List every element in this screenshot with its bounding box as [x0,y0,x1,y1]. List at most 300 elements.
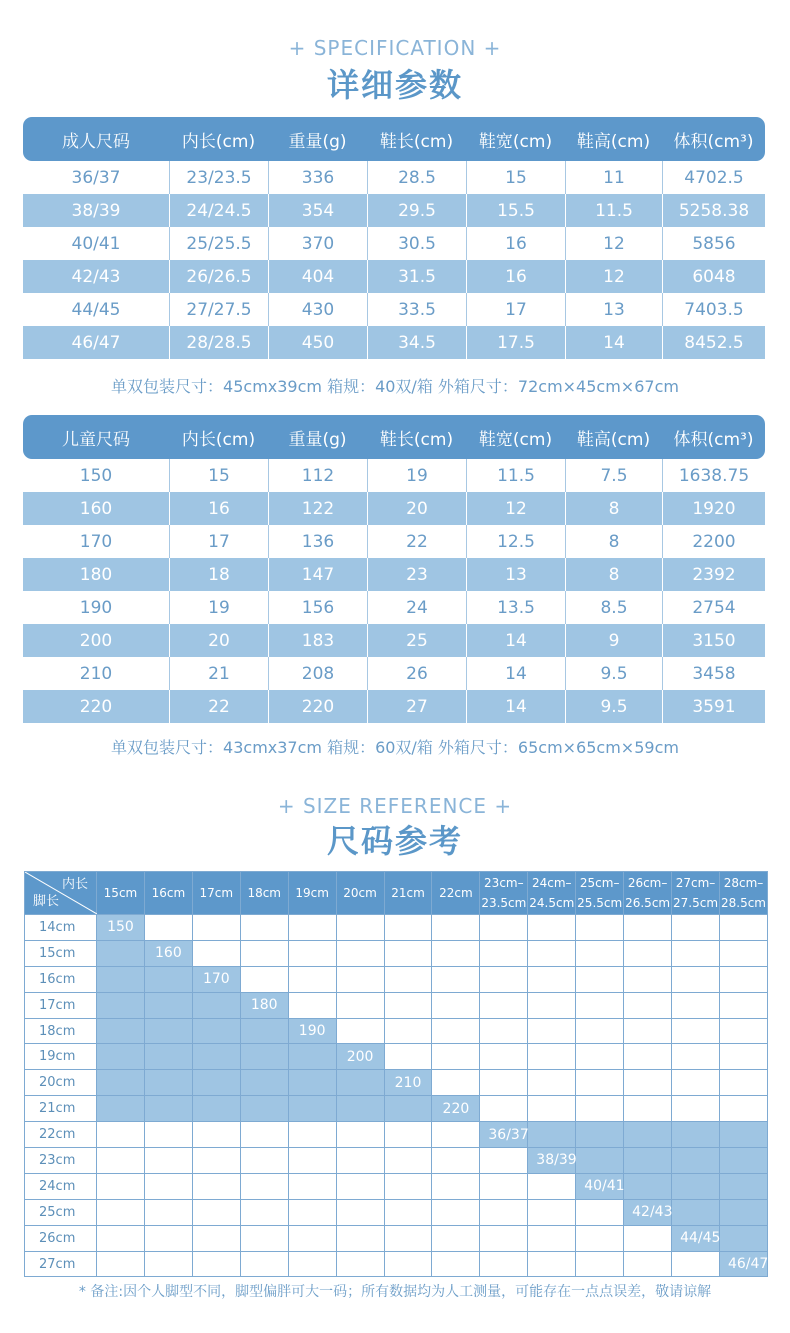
reference-cell [624,940,672,966]
column-header: 重量(g) [268,415,367,459]
table-cell: 3150 [662,624,765,657]
reference-cell [384,940,432,966]
reference-cell [384,1096,432,1122]
column-header: 体积(cm³) [662,117,765,161]
table-cell: 9.5 [565,690,662,723]
table-cell: 15 [466,161,565,194]
reference-row [25,915,768,941]
reference-cell [288,915,336,941]
reference-cell [97,966,145,992]
table-row [23,161,765,194]
reference-cell [240,940,288,966]
table-cell: 42/43 [23,260,169,293]
column-header: 儿童尺码 [23,415,169,459]
table-cell: 5856 [662,227,765,260]
reference-cell [192,1070,240,1096]
reference-cell [384,1251,432,1277]
reference-row [25,1251,768,1277]
table-cell: 136 [268,525,367,558]
reference-cell [192,1199,240,1225]
table-cell: 29.5 [367,194,466,227]
table-cell: 33.5 [367,293,466,326]
size-value-cell: 180 [240,992,288,1018]
foot-length-label: 24cm [25,1173,97,1199]
column-header: 成人尺码 [23,117,169,161]
table-cell: 430 [268,293,367,326]
reference-cell [528,992,576,1018]
reference-cell [672,992,720,1018]
foot-length-label: 21cm [25,1096,97,1122]
table-cell: 220 [23,690,169,723]
reference-column-header: 17cm [192,872,240,915]
reference-cell [144,1096,192,1122]
reference-cell [528,966,576,992]
table-cell: 11.5 [565,194,662,227]
column-header: 鞋长(cm) [367,117,466,161]
reference-column-header: 18cm [240,872,288,915]
foot-length-label: 26cm [25,1225,97,1251]
reference-cell [144,1044,192,1070]
reference-cell [192,1044,240,1070]
reference-cell [432,1251,480,1277]
table-row [23,657,765,690]
table-cell: 170 [23,525,169,558]
reference-row [25,1018,768,1044]
table-row [23,260,765,293]
reference-cell [672,1173,720,1199]
reference-cell [288,940,336,966]
reference-cell [719,1122,767,1148]
table-cell: 28/28.5 [169,326,268,359]
reference-cell [288,1070,336,1096]
table-cell: 8452.5 [662,326,765,359]
column-header: 鞋高(cm) [565,415,662,459]
foot-length-label: 23cm [25,1148,97,1174]
reference-cell [192,1251,240,1277]
reference-column-header: 26cm– 26.5cm [624,872,672,915]
table-cell: 2754 [662,591,765,624]
reference-cell [576,1251,624,1277]
column-header: 鞋宽(cm) [466,117,565,161]
column-header: 鞋长(cm) [367,415,466,459]
reference-cell [432,1018,480,1044]
table-header-row [23,415,765,459]
size-value-cell: 42/43 [624,1199,672,1225]
table-cell: 14 [466,624,565,657]
reference-row [25,1044,768,1070]
reference-cell [384,966,432,992]
table-cell: 27/27.5 [169,293,268,326]
foot-length-label: 27cm [25,1251,97,1277]
reference-column-header: 16cm [144,872,192,915]
reference-cell [624,1225,672,1251]
reference-cell [240,1199,288,1225]
table-cell: 112 [268,459,367,492]
reference-cell [144,915,192,941]
reference-cell [97,1199,145,1225]
reference-column-header: 21cm [384,872,432,915]
reference-cell [528,940,576,966]
reference-cell [576,1148,624,1174]
reference-cell [288,1173,336,1199]
table-cell: 7403.5 [662,293,765,326]
reference-cell [672,1096,720,1122]
table-cell: 38/39 [23,194,169,227]
reference-cell [384,1018,432,1044]
reference-cell [480,1044,528,1070]
reference-cell [432,1225,480,1251]
reference-column-header: 20cm [336,872,384,915]
reference-column-header: 22cm [432,872,480,915]
table-cell: 34.5 [367,326,466,359]
reference-cell [432,915,480,941]
table-cell: 6048 [662,260,765,293]
reference-header-row [25,872,768,915]
reference-cell [144,1122,192,1148]
reference-cell [144,992,192,1018]
reference-cell [576,1018,624,1044]
reference-cell [97,1173,145,1199]
size-value-cell: 210 [384,1070,432,1096]
reference-row [25,1070,768,1096]
reference-cell [97,1096,145,1122]
reference-cell [432,1122,480,1148]
table-cell: 1920 [662,492,765,525]
adult-packing-note: 单双包装尺寸：45cmx39cm 箱规：40双/箱 外箱尺寸：72cm×45cm×67cm [111,377,679,396]
table-cell: 8 [565,558,662,591]
reference-cell [240,1096,288,1122]
table-cell: 16 [466,227,565,260]
reference-cell [672,1199,720,1225]
table-cell: 11 [565,161,662,194]
reference-cell [480,1199,528,1225]
foot-length-label: 14cm [25,915,97,941]
kids-size-table [23,415,765,723]
reference-row [25,1096,768,1122]
reference-cell [336,915,384,941]
reference-cell [576,1225,624,1251]
reference-cell [288,1044,336,1070]
reference-cell [672,1070,720,1096]
size-value-cell: 38/39 [528,1148,576,1174]
corner-bottom-label: 脚长 [33,894,60,909]
reference-cell [97,1122,145,1148]
reference-cell [288,1251,336,1277]
table-row [23,558,765,591]
foot-length-label: 22cm [25,1122,97,1148]
reference-column-header: 19cm [288,872,336,915]
table-cell: 450 [268,326,367,359]
reference-cell [624,966,672,992]
reference-cell [528,1018,576,1044]
reference-cell [528,1199,576,1225]
table-cell: 404 [268,260,367,293]
size-value-cell: 190 [288,1018,336,1044]
reference-cell [576,1122,624,1148]
reference-cell [336,966,384,992]
reference-cell [288,966,336,992]
reference-cell [144,1225,192,1251]
reference-row [25,1225,768,1251]
reference-cell [576,1044,624,1070]
reference-row [25,1148,768,1174]
reference-cell [624,1096,672,1122]
table-cell: 30.5 [367,227,466,260]
reference-cell [336,1225,384,1251]
reference-cell [288,992,336,1018]
reference-cell [528,915,576,941]
table-cell: 354 [268,194,367,227]
reference-cell [672,1148,720,1174]
reference-cell [432,1199,480,1225]
reference-cell [480,1225,528,1251]
table-cell: 24 [367,591,466,624]
table-cell: 31.5 [367,260,466,293]
foot-length-label: 17cm [25,992,97,1018]
foot-length-label: 16cm [25,966,97,992]
table-cell: 17.5 [466,326,565,359]
reference-column-header: 25cm– 25.5cm [576,872,624,915]
table-cell: 208 [268,657,367,690]
table-cell: 23 [367,558,466,591]
reference-cell [384,1148,432,1174]
table-cell: 122 [268,492,367,525]
table-cell: 160 [23,492,169,525]
table-cell: 156 [268,591,367,624]
reference-cell [144,1148,192,1174]
reference-cell [480,940,528,966]
table-cell: 210 [23,657,169,690]
reference-cell [432,1148,480,1174]
table-row [23,227,765,260]
reference-cell [384,1173,432,1199]
reference-cell [480,915,528,941]
size-value-cell: 36/37 [480,1122,528,1148]
column-header: 内长(cm) [169,117,268,161]
reference-cell [144,1199,192,1225]
reference-cell [528,1251,576,1277]
table-cell: 183 [268,624,367,657]
foot-length-label: 20cm [25,1070,97,1096]
reference-cell [192,1096,240,1122]
corner-top-label: 内长 [61,877,88,892]
table-cell: 13 [565,293,662,326]
table-row [23,492,765,525]
table-cell: 12.5 [466,525,565,558]
table-cell: 23/23.5 [169,161,268,194]
reference-cell [240,1225,288,1251]
reference-cell [336,1173,384,1199]
reference-cell [192,940,240,966]
table-cell: 14 [466,690,565,723]
reference-cell [336,1122,384,1148]
reference-cell [192,1173,240,1199]
size-value-cell: 200 [336,1044,384,1070]
reference-cell [144,1018,192,1044]
column-header: 鞋宽(cm) [466,415,565,459]
table-cell: 8.5 [565,591,662,624]
reference-cell [719,1225,767,1251]
reference-cell [672,1122,720,1148]
reference-cell [240,1148,288,1174]
table-cell: 5258.38 [662,194,765,227]
size-value-cell: 220 [432,1096,480,1122]
reference-cell [528,1044,576,1070]
table-cell: 27 [367,690,466,723]
foot-length-label: 15cm [25,940,97,966]
reference-cell [97,992,145,1018]
column-header: 鞋高(cm) [565,117,662,161]
table-row [23,624,765,657]
reference-cell [336,1199,384,1225]
reference-cell [480,966,528,992]
reference-cell [624,1044,672,1070]
table-cell: 2392 [662,558,765,591]
table-cell: 15 [169,459,268,492]
reference-cell [192,1148,240,1174]
table-cell: 200 [23,624,169,657]
table-cell: 16 [466,260,565,293]
reference-column-header: 27cm– 27.5cm [672,872,720,915]
reference-row [25,1199,768,1225]
reference-cell [672,1251,720,1277]
table-cell: 22 [367,525,466,558]
table-row [23,591,765,624]
table-cell: 20 [169,624,268,657]
reference-cell [624,992,672,1018]
reference-cell [288,1148,336,1174]
reference-cell [672,966,720,992]
reference-cell [240,1251,288,1277]
table-cell: 12 [565,260,662,293]
reference-cell [576,1070,624,1096]
table-header-row [23,117,765,161]
reference-cell [432,992,480,1018]
table-cell: 1638.75 [662,459,765,492]
table-cell: 150 [23,459,169,492]
spec-title-cn: 详细参数 [326,66,463,104]
reference-cell [192,1225,240,1251]
reference-column-header: 23cm– 23.5cm [480,872,528,915]
reference-cell [144,1173,192,1199]
reference-cell [192,915,240,941]
reference-cell [480,1251,528,1277]
reference-cell [240,1070,288,1096]
reference-cell [192,992,240,1018]
reference-column-header: 24cm– 24.5cm [528,872,576,915]
reference-cell [528,1096,576,1122]
reference-cell [384,915,432,941]
size-value-cell: 160 [144,940,192,966]
size-value-cell: 46/47 [719,1251,767,1277]
reference-cell [384,1122,432,1148]
reference-cell [624,1173,672,1199]
foot-length-label: 19cm [25,1044,97,1070]
corner-header-cell [25,872,97,915]
size-reference-table [24,871,768,1277]
table-cell: 14 [466,657,565,690]
reference-cell [719,1148,767,1174]
adult-size-table [23,117,765,359]
reference-cell [240,1173,288,1199]
table-cell: 8 [565,525,662,558]
reference-row [25,1173,768,1199]
table-cell: 13.5 [466,591,565,624]
reference-row [25,992,768,1018]
reference-cell [432,1070,480,1096]
size-title-cn: 尺码参考 [326,822,463,860]
reference-cell [144,966,192,992]
table-cell: 25/25.5 [169,227,268,260]
reference-cell [624,1122,672,1148]
reference-cell [672,915,720,941]
reference-cell [576,915,624,941]
table-row [23,326,765,359]
reference-cell [719,1199,767,1225]
table-cell: 40/41 [23,227,169,260]
table-row [23,459,765,492]
spec-title-en: + SPECIFICATION + [288,36,502,60]
foot-length-label: 25cm [25,1199,97,1225]
reference-cell [432,1044,480,1070]
table-cell: 18 [169,558,268,591]
reference-cell [719,966,767,992]
reference-cell [624,915,672,941]
table-cell: 12 [565,227,662,260]
reference-cell [336,1018,384,1044]
table-cell: 26 [367,657,466,690]
table-cell: 15.5 [466,194,565,227]
reference-cell [719,1096,767,1122]
reference-cell [97,1018,145,1044]
reference-cell [288,1122,336,1148]
table-cell: 3591 [662,690,765,723]
column-header: 体积(cm³) [662,415,765,459]
reference-cell [97,1225,145,1251]
reference-cell [240,915,288,941]
size-value-cell: 44/45 [672,1225,720,1251]
table-cell: 336 [268,161,367,194]
table-cell: 4702.5 [662,161,765,194]
reference-cell [384,992,432,1018]
table-cell: 7.5 [565,459,662,492]
reference-row [25,940,768,966]
foot-length-label: 18cm [25,1018,97,1044]
reference-cell [672,940,720,966]
table-cell: 11.5 [466,459,565,492]
reference-cell [480,1070,528,1096]
reference-cell [384,1225,432,1251]
reference-cell [240,1018,288,1044]
table-cell: 28.5 [367,161,466,194]
reference-cell [719,1070,767,1096]
table-row [23,690,765,723]
table-cell: 19 [169,591,268,624]
table-cell: 8 [565,492,662,525]
reference-cell [719,1018,767,1044]
table-cell: 9.5 [565,657,662,690]
reference-cell [240,1044,288,1070]
reference-cell [576,1096,624,1122]
reference-cell [719,940,767,966]
reference-cell [240,966,288,992]
table-cell: 17 [169,525,268,558]
reference-cell [240,1122,288,1148]
table-cell: 19 [367,459,466,492]
reference-cell [672,1018,720,1044]
reference-cell [719,1173,767,1199]
table-row [23,525,765,558]
